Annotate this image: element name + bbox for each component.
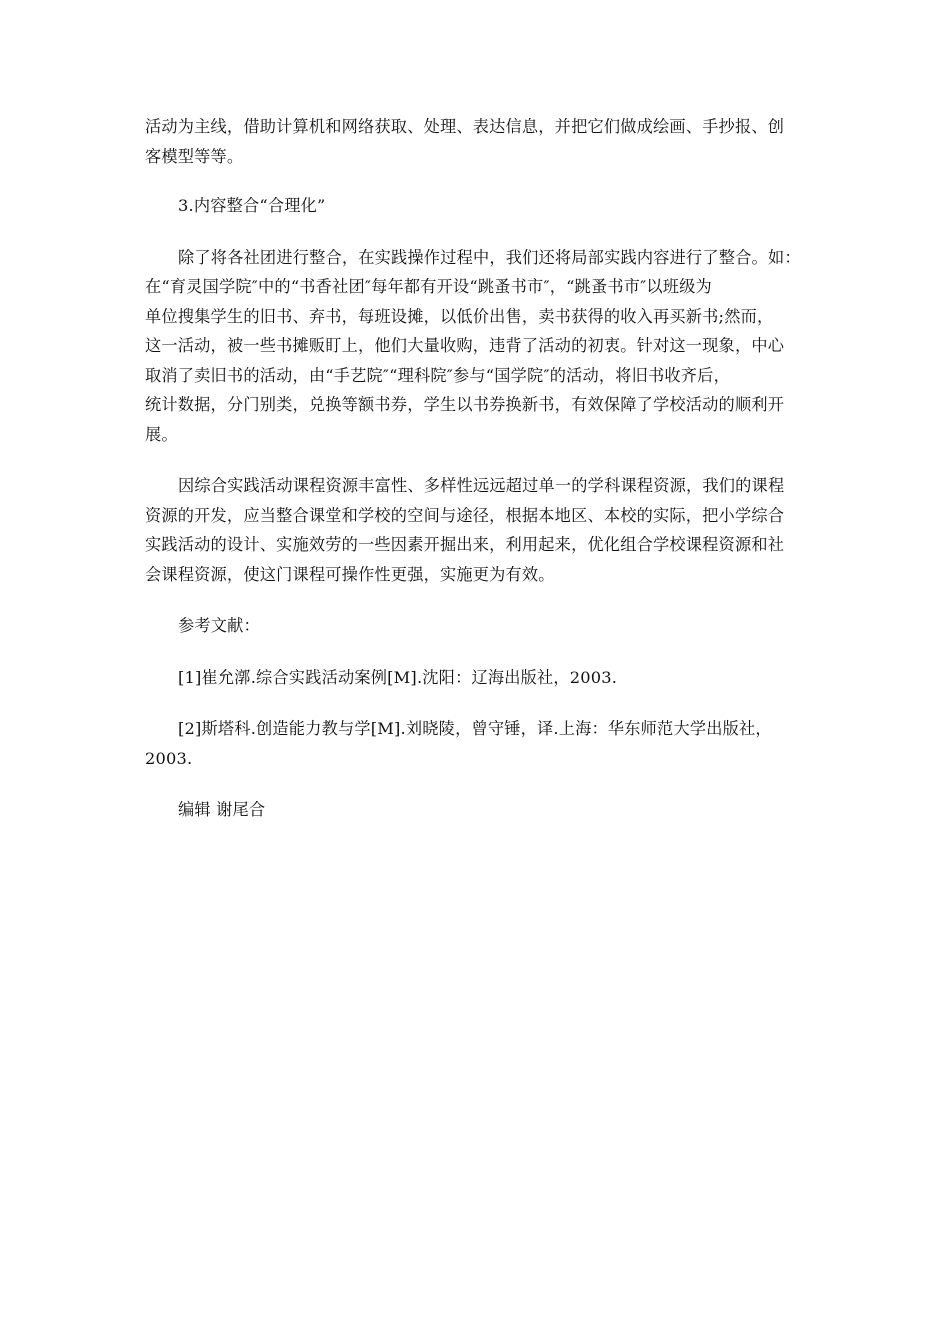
text-line: 会课程资源，使这门课程可操作性更强，实施更为有效。 — [145, 564, 555, 584]
text-line: 因综合实践活动课程资源丰富性、多样性远远超过单一的学科课程资源，我们的课程 — [178, 476, 785, 495]
heading-text: 3.内容整合“合理化” — [178, 196, 326, 215]
text-line: 客模型等等。 — [145, 146, 244, 166]
reference-item-2 — [145, 714, 805, 773]
paragraph-intro-continuation — [145, 112, 805, 171]
reference-text: [2]斯塔科.创造能力教与学[M].刘晓陵，曾守锤，译.上海：华东师范大学出版社， — [178, 719, 772, 738]
reference-item-1 — [145, 663, 805, 693]
text-line: 实践活动的设计、实施效劳的一些因素开掘出来，利用起来，优化组合学校课程资源和社 — [145, 535, 785, 554]
heading-text: 参考文献： — [178, 616, 260, 635]
text-line: 在“育灵国学院″中的“书香社团″每年都有开设“跳蚤书市″，“跳蚤书市″以班级为 — [145, 277, 712, 296]
reference-text: [1]崔允漷.综合实践活动案例[M].沈阳：辽海出版社，2003. — [178, 667, 618, 687]
text-line: 资源的开发，应当整合课堂和学校的空间与途径，根据本地区、本校的实际，把小学综合 — [145, 505, 785, 525]
text-line: 活动为主线，借助计算机和网络获取、处理、表达信息，并把它们做成绘画、手抄报、创 — [145, 117, 785, 136]
text-line: 单位搜集学生的旧书、弃书，每班设摊，以低价出售，卖书获得的收入再买新书;然而， — [145, 306, 774, 326]
editor-credit — [145, 795, 805, 825]
reference-text: 2003. — [145, 748, 193, 768]
text-line: 统计数据，分门别类，兑换等额书券，学生以书券换新书，有效保障了学校活动的顺利开 — [145, 395, 785, 414]
text-line: 展。 — [145, 424, 178, 444]
section-heading-3 — [145, 191, 805, 221]
text-line: 这一活动，被一些书摊贩盯上，他们大量收购，违背了活动的初衷。针对这一现象，中心 — [145, 336, 785, 355]
paragraph-conclusion — [145, 471, 805, 589]
text-line: 取消了卖旧书的活动，由“手艺院″“理科院″参与“国学院″的活动，将旧书收齐后， — [145, 365, 730, 385]
text-line: 除了将各社团进行整合，在实践操作过程中，我们还将局部实践内容进行了整合。如： — [178, 247, 801, 267]
paragraph-integration — [145, 243, 805, 450]
document-page — [145, 112, 805, 825]
editor-text: 编辑 谢尾合 — [178, 800, 266, 819]
references-title — [145, 611, 805, 641]
